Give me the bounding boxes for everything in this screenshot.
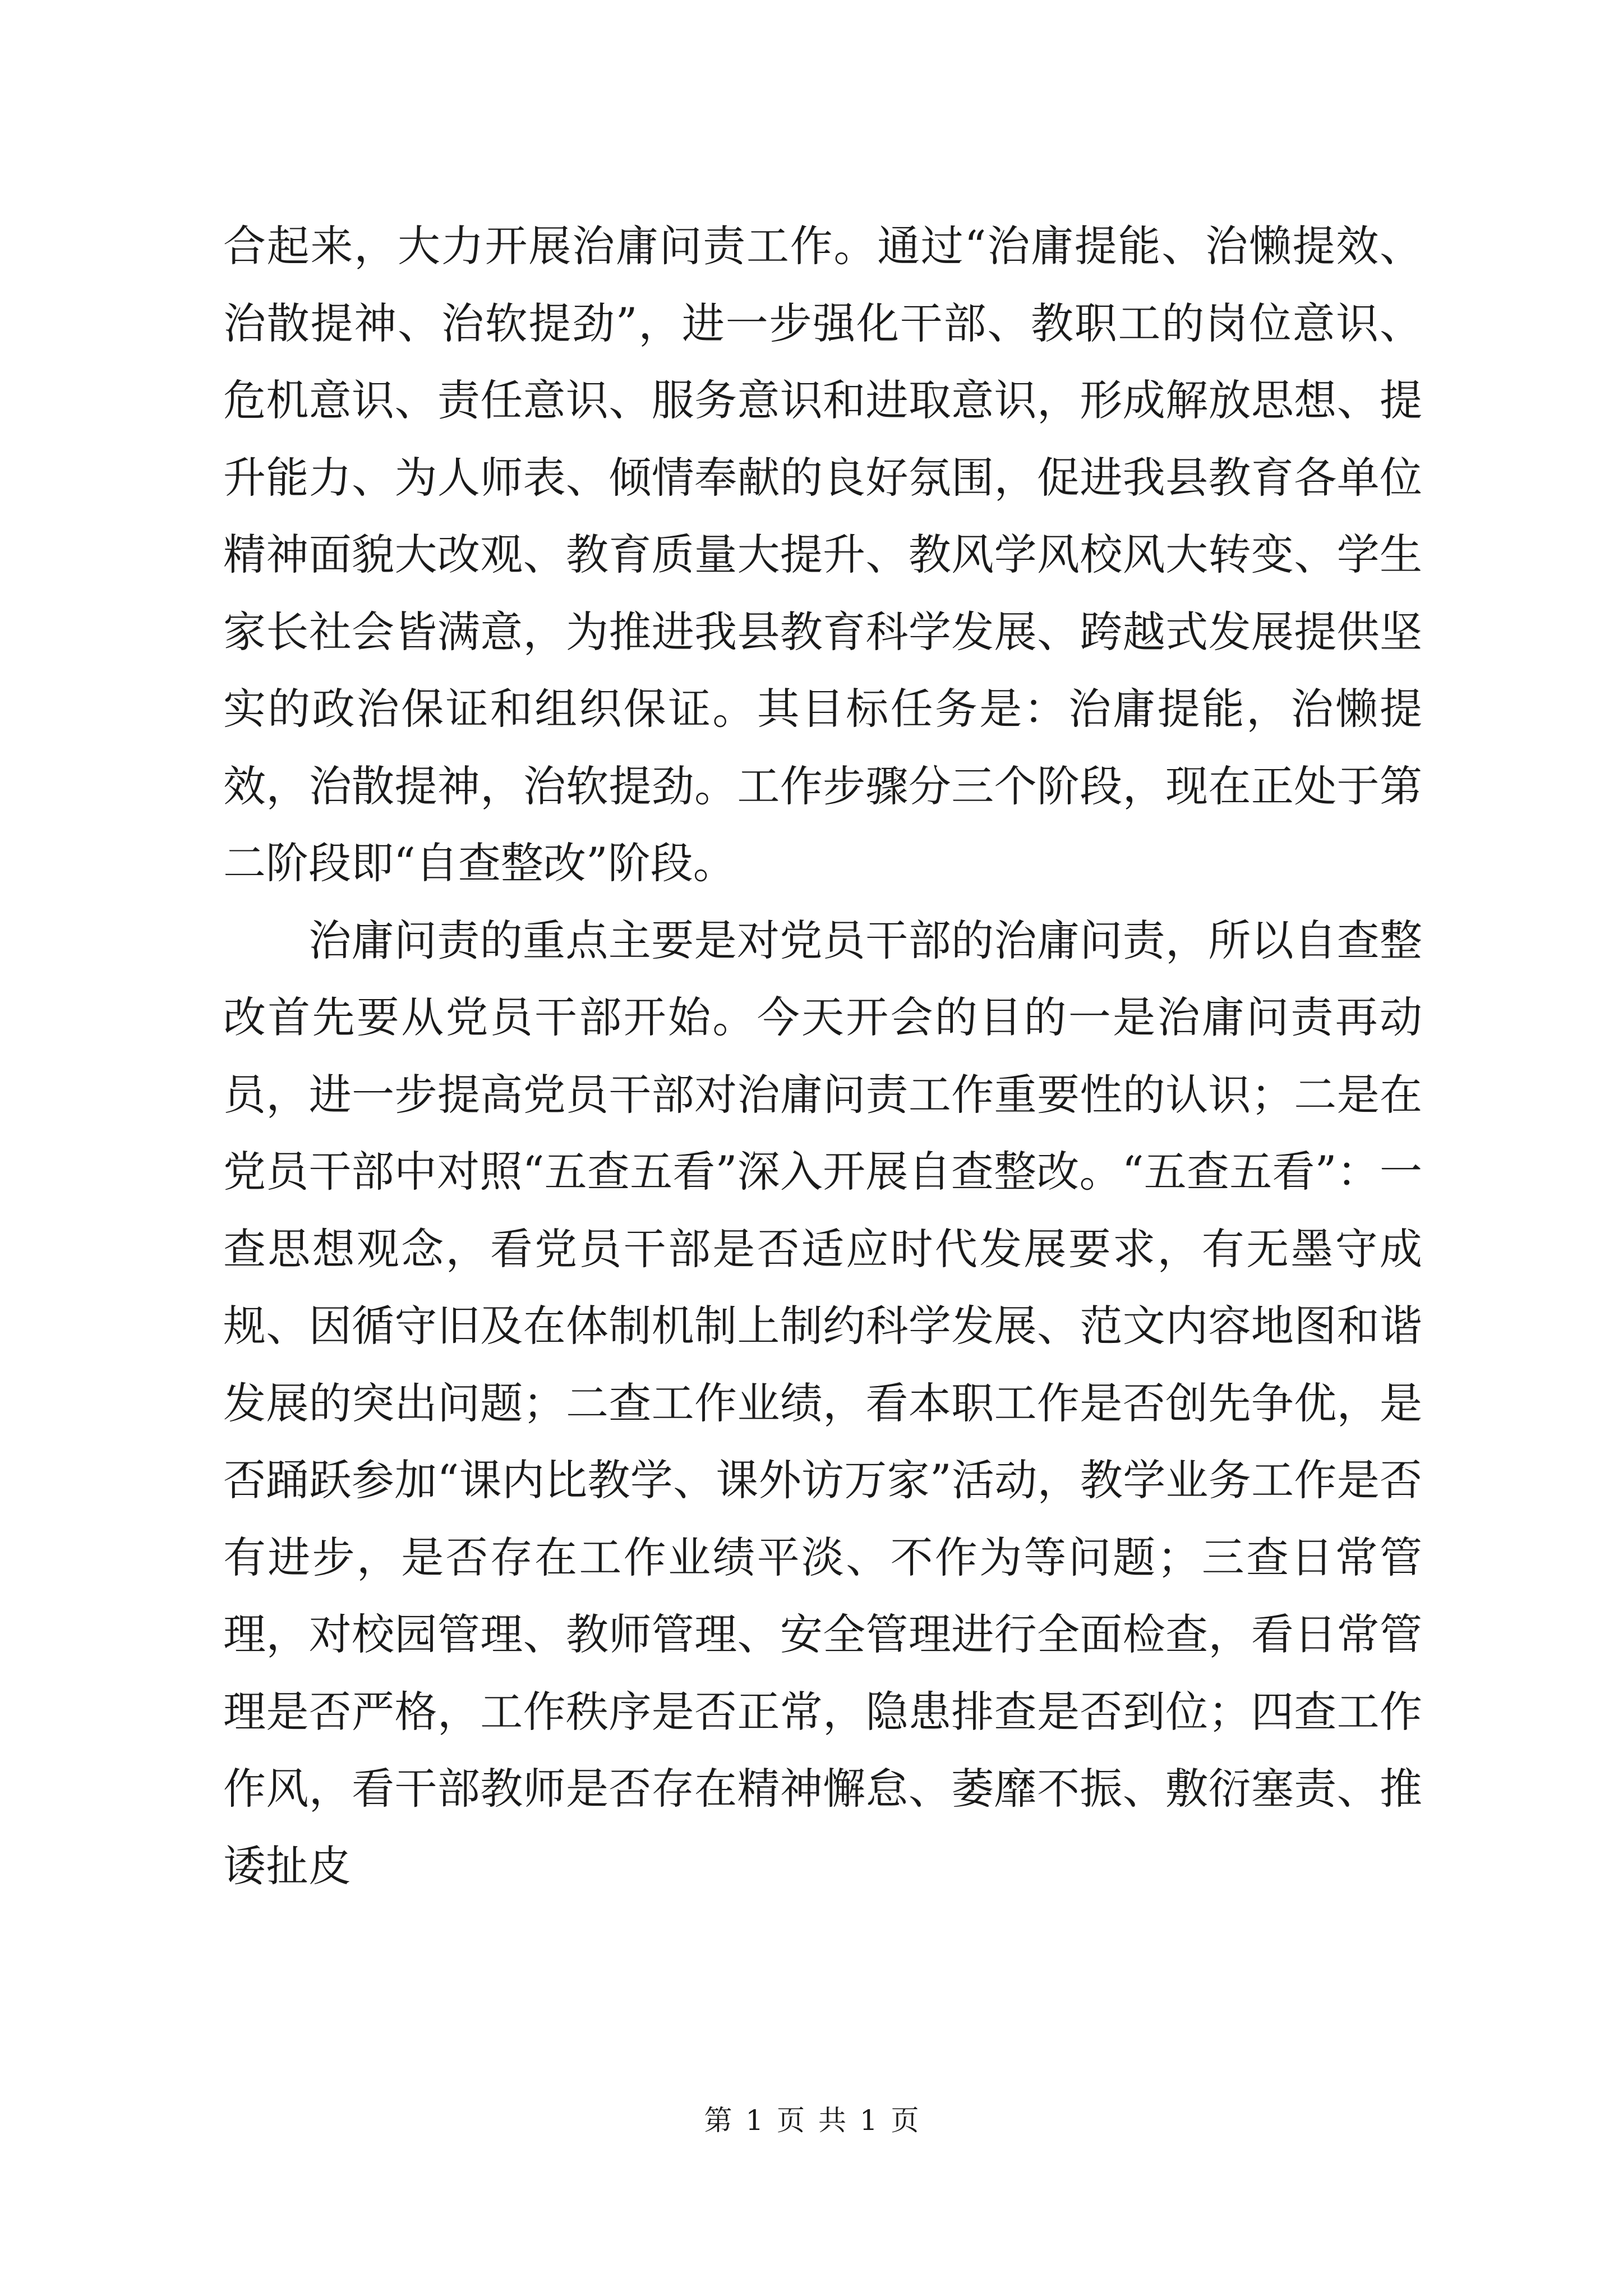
paragraph-1: 合起来，大力开展治庸问责工作。通过“治庸提能、治懒提效、治散提神、治软提劲”，进一步强化干部、教职工的岗位意识、危机意识、责任意识、服务意识和进取意识，形成解放思想、提升能力、为人师表、倾情奉献的良好氛围，促进我县教育各单位精神面貌大改观、教育质量大提升、教风学风校风大转变、学生家长社会皆满意，为推进我县教育科学发展、跨越式发展提供坚实的政治保证和组织保证。其目标任务是：治庸提能，治懒提效，治散提神，治软提劲。工作步骤分三个阶段，现在正处于第二阶段即“自查整改”阶段。 (223, 221, 1422, 888)
page-footer: 第 1 页 共 1 页 (704, 2104, 919, 2137)
paragraph-2: 治庸问责的重点主要是对党员干部的治庸问责，所以自查整改首先要从党员干部开始。今天开会的目的一是治庸问责再动员，进一步提高党员干部对治庸问责工作重要性的认识；二是在党员干部中对照“五查五看”深入开展自查整改。“五查五看”：一查思想观念，看党员干部是否适应时代发展要求，有无墨守成规、因循守旧及在体制机制上制约科学发展、范文内容地图和谐发展的突出问题；二查工作业绩，看本职工作是否创先争优，是否踊跃参加“课内比教学、课外访万家”活动，教学业务工作是否有进步，是否存在工作业绩平淡、不作为等问题；三查日常管理，对校园管理、教师管理、安全管理进行全面检查，看日常管理是否严格，工作秩序是否正常，隐患排查是否到位；四查工作作风，看干部教师是否存在精神懈怠、萎靡不振、敷衍塞责、推诿扯皮 (223, 915, 1422, 1891)
document-body (223, 208, 1422, 1904)
